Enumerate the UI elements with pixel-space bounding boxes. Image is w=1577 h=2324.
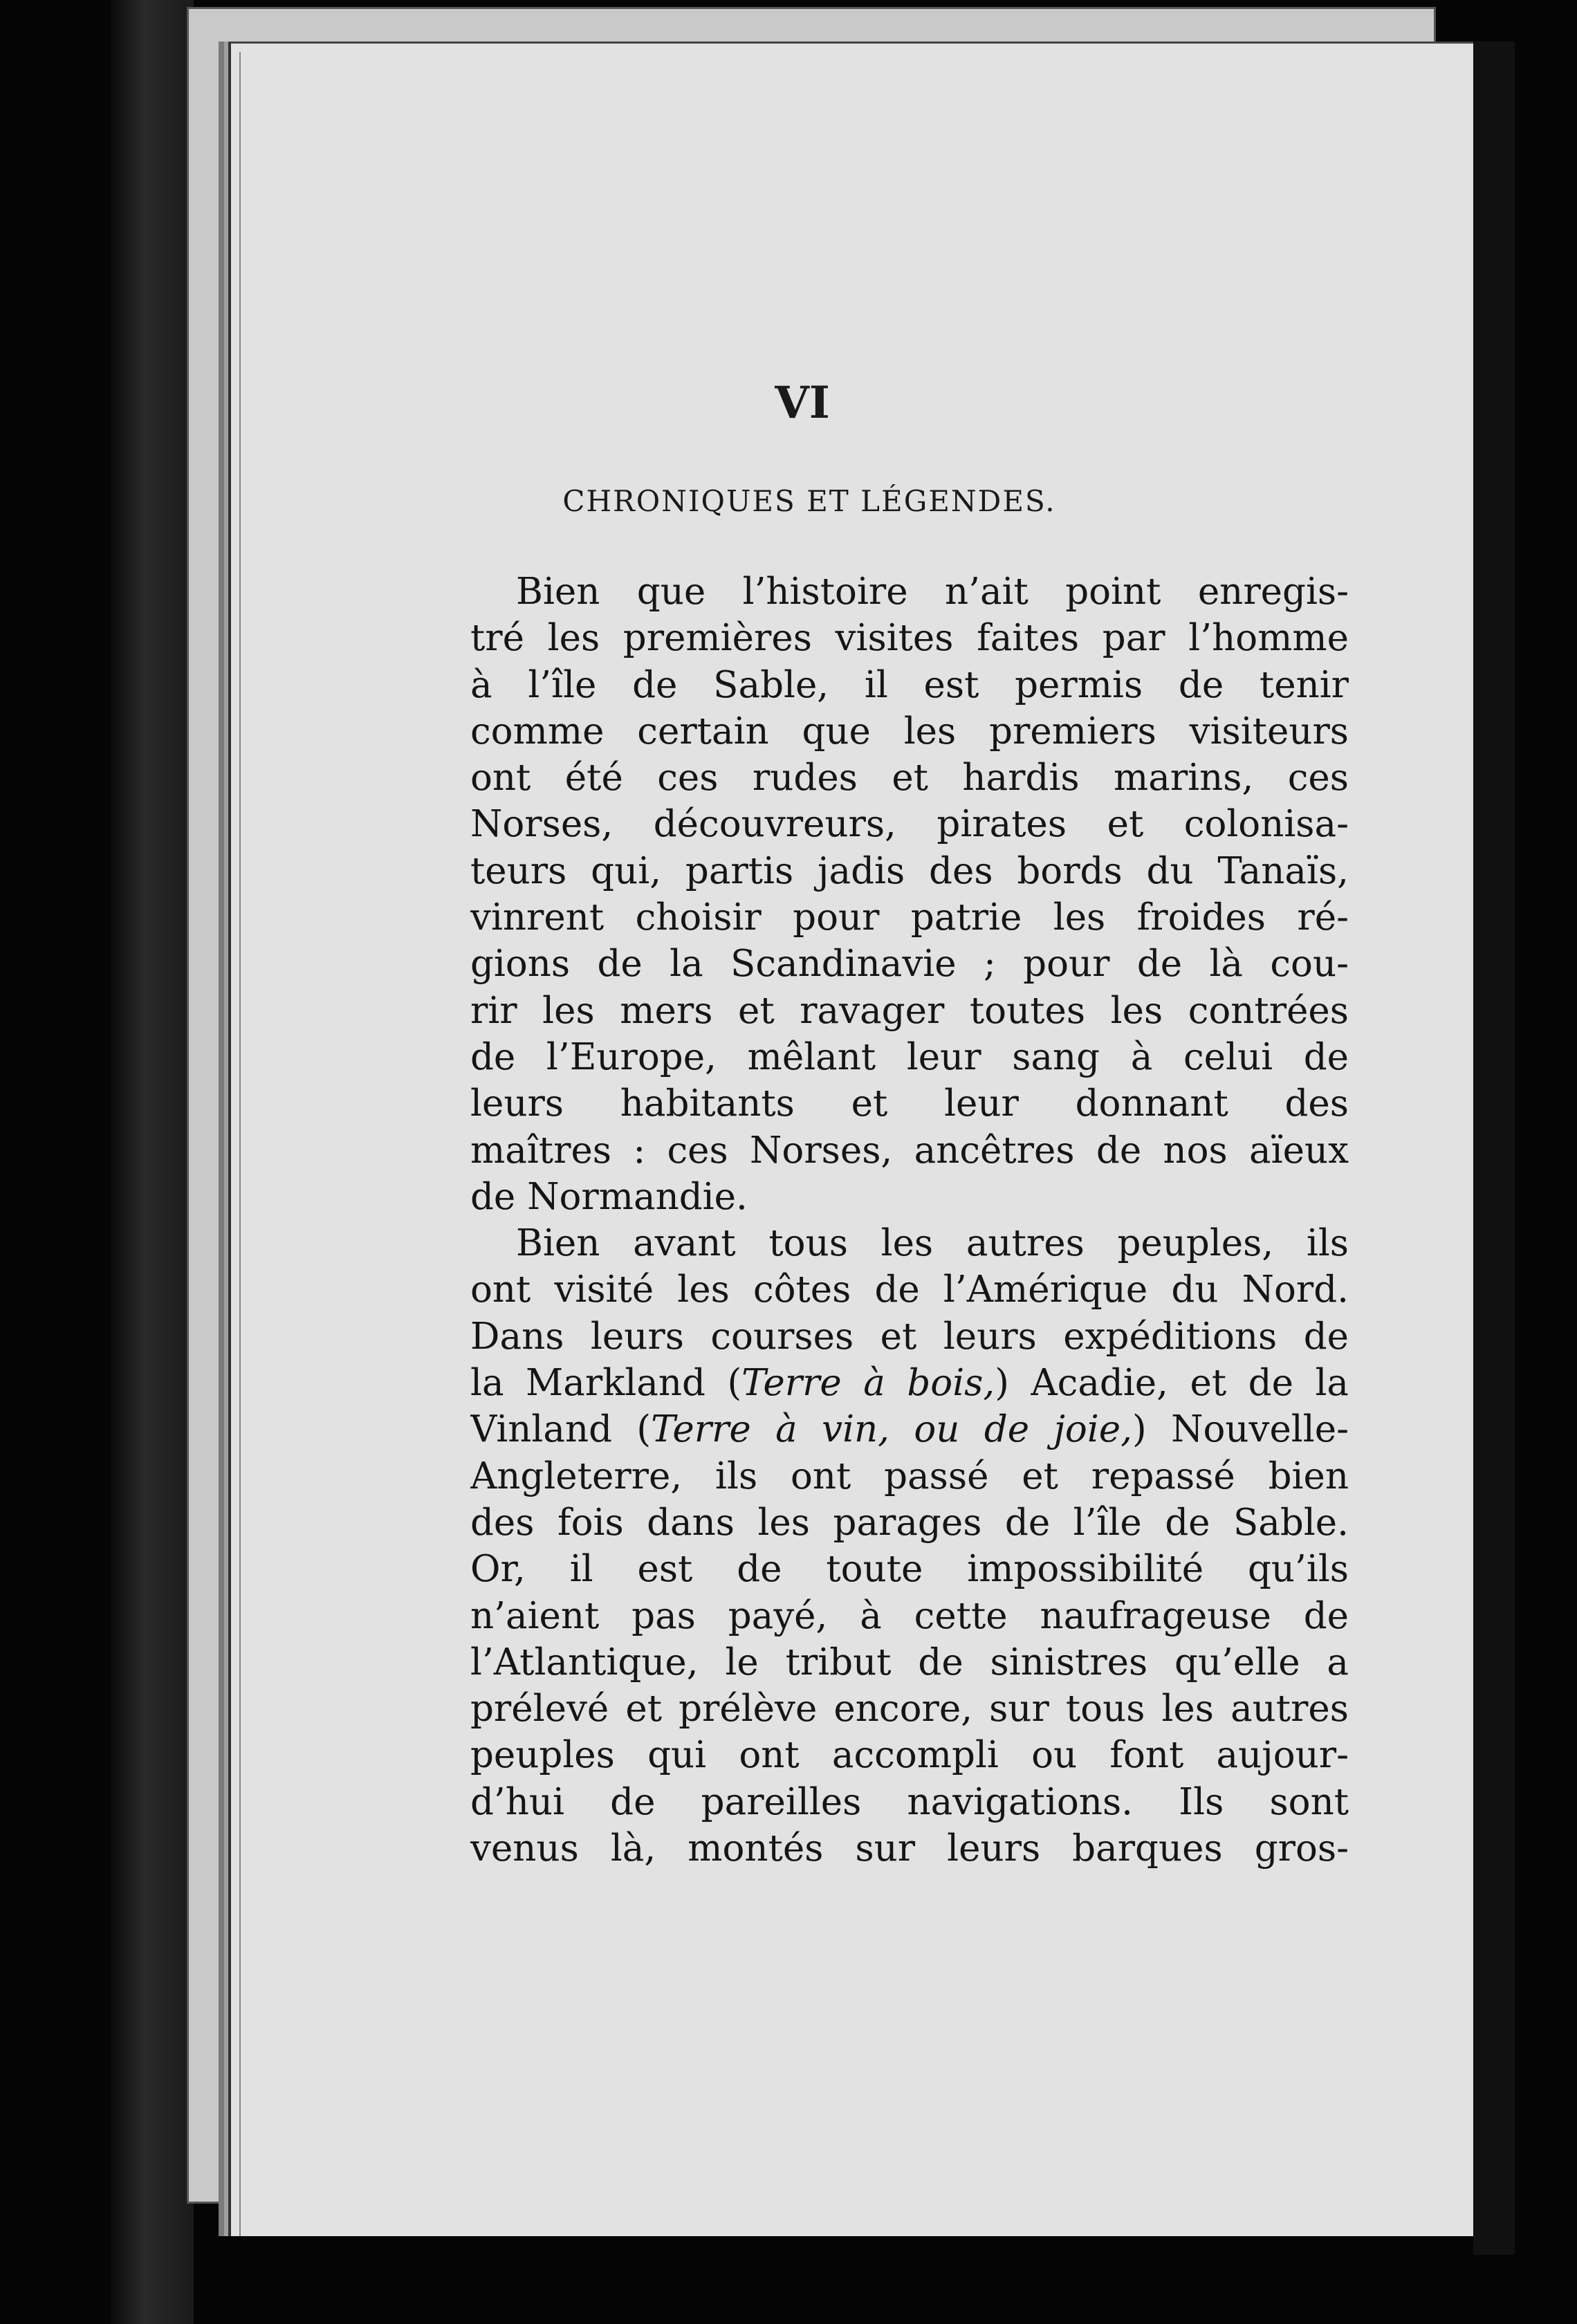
text-line: Or, il est de toute impossibilité qu’ils xyxy=(470,1548,1349,1591)
text-line: de l’Europe, mêlant leur sang à celui de xyxy=(470,1035,1349,1078)
text-line: Angleterre, ils ont passé et repassé bien xyxy=(470,1455,1349,1497)
text-line: l’Atlantique, le tribut de sinistres qu’elle a xyxy=(470,1641,1349,1684)
text-line: d’hui de pareilles navigations. Ils sont xyxy=(470,1780,1349,1823)
chapter-title: CHRONIQUES ET LÉGENDES. xyxy=(562,484,1056,518)
text-line-vinland xyxy=(470,1406,1349,1452)
text-line: ont visité les côtes de l’Amérique du Nord. xyxy=(470,1269,1349,1311)
text-line: à l’île de Sable, il est permis de tenir xyxy=(470,663,1349,706)
text-fragment: Vinland ( xyxy=(470,1408,652,1451)
italic-gloss: Terre à vin, ou de joie, xyxy=(651,1408,1133,1451)
text-fragment: la Markland ( xyxy=(470,1362,742,1405)
text-line: venus là, montés sur leurs barques gros- xyxy=(470,1827,1349,1870)
text-line-markland xyxy=(470,1360,1349,1406)
text-line: Bien que l’histoire n’ait point enregis- xyxy=(516,571,1349,613)
italic-gloss: Terre à bois, xyxy=(741,1362,995,1405)
text-line: des fois dans les parages de l’île de Sable. xyxy=(470,1501,1349,1544)
body-text xyxy=(470,569,1349,1872)
text-line: rir les mers et ravager toutes les contrées xyxy=(470,989,1349,1032)
text-line: comme certain que les premiers visiteurs xyxy=(470,710,1349,753)
book-binding xyxy=(111,0,194,2324)
text-line: prélevé et prélève encore, sur tous les autres xyxy=(470,1688,1349,1731)
text-line: Norses, découvreurs, pirates et colonisa- xyxy=(470,803,1349,846)
text-line: maîtres : ces Norses, ancêtres de nos aïeux xyxy=(470,1129,1349,1172)
text-line: Dans leurs courses et leurs expéditions de xyxy=(470,1315,1349,1358)
chapter-number: VI xyxy=(775,377,830,429)
text-line: ont été ces rudes et hardis marins, ces xyxy=(470,757,1349,800)
text-fragment: ) Nouvelle- xyxy=(1132,1408,1349,1451)
text-line: de Normandie. xyxy=(470,1175,748,1218)
text-line: tré les premières visites faites par l’homme xyxy=(470,617,1349,660)
text-line: vinrent choisir pour patrie les froides ré- xyxy=(470,896,1349,939)
text-line: n’aient pas payé, à cette naufrageuse de xyxy=(470,1594,1349,1637)
text-line: leurs habitants et leur donnant des xyxy=(470,1082,1349,1125)
text-line: Bien avant tous les autres peuples, ils xyxy=(516,1222,1349,1265)
text-line: gions de la Scandinavie ; pour de là cou- xyxy=(470,943,1349,986)
text-fragment: ) Acadie, et de la xyxy=(995,1362,1349,1405)
text-line: teurs qui, partis jadis des bords du Tanaïs, xyxy=(470,849,1349,892)
text-line: peuples qui ont accompli ou font aujour- xyxy=(470,1734,1349,1777)
page-right-shadow xyxy=(1473,42,1515,2255)
